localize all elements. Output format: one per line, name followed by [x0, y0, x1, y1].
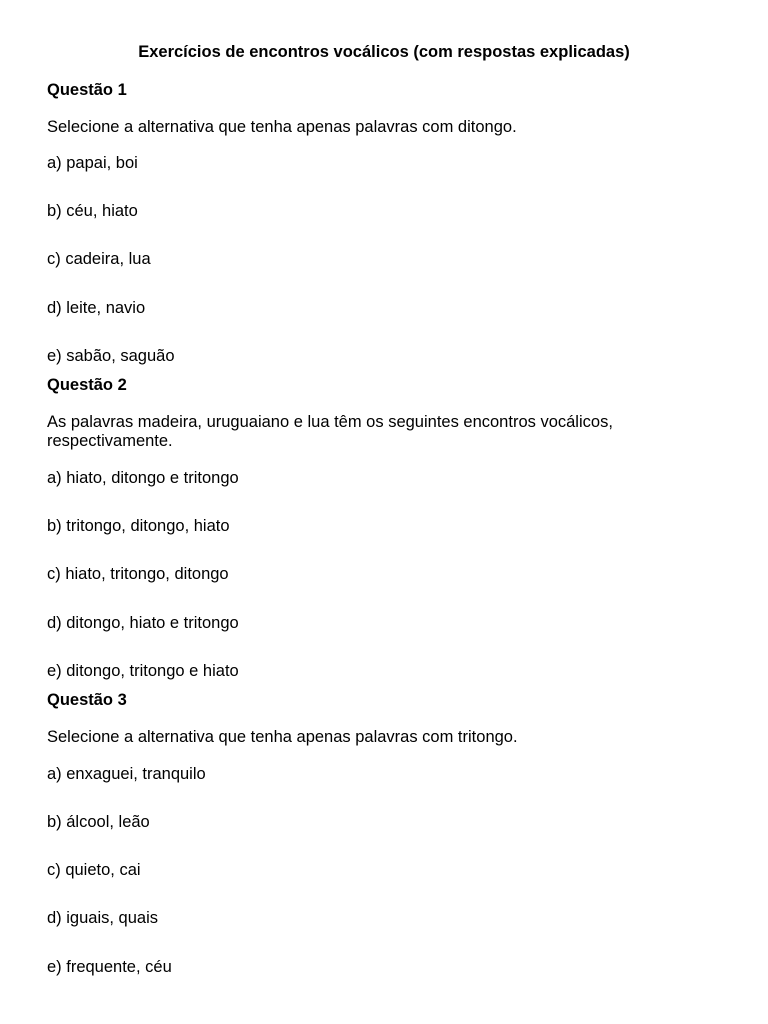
question-3-heading: Questão 3 [47, 691, 127, 709]
question-2-prompt-line-1: As palavras madeira, uruguaiano e lua têm os seguintes encontros vocálicos, [47, 413, 613, 431]
question-2-option-b: b) tritongo, ditongo, hiato [47, 517, 230, 535]
question-3-prompt: Selecione a alternativa que tenha apenas palavras com tritongo. [47, 728, 518, 746]
question-1-prompt: Selecione a alternativa que tenha apenas palavras com ditongo. [47, 118, 517, 136]
question-1-heading: Questão 1 [47, 81, 127, 99]
question-2-option-c: c) hiato, tritongo, ditongo [47, 565, 229, 583]
question-2-option-d: d) ditongo, hiato e tritongo [47, 614, 239, 632]
question-2-option-e: e) ditongo, tritongo e hiato [47, 662, 239, 680]
question-2-heading: Questão 2 [47, 376, 127, 394]
question-3-option-e: e) frequente, céu [47, 958, 172, 976]
question-1-option-c: c) cadeira, lua [47, 250, 151, 268]
question-3-option-a: a) enxaguei, tranquilo [47, 765, 206, 783]
document-title: Exercícios de encontros vocálicos (com respostas explicadas) [138, 43, 630, 61]
question-3-option-d: d) iguais, quais [47, 909, 158, 927]
question-1-option-b: b) céu, hiato [47, 202, 138, 220]
question-1-option-a: a) papai, boi [47, 154, 138, 172]
question-1-option-d: d) leite, navio [47, 299, 146, 317]
question-3-option-c: c) quieto, cai [47, 861, 141, 879]
question-2-prompt-line-2: respectivamente. [47, 432, 173, 450]
question-3-option-b: b) álcool, leão [47, 813, 150, 831]
question-1-option-e: e) sabão, saguão [47, 347, 175, 365]
question-2-option-a: a) hiato, ditongo e tritongo [47, 469, 239, 487]
